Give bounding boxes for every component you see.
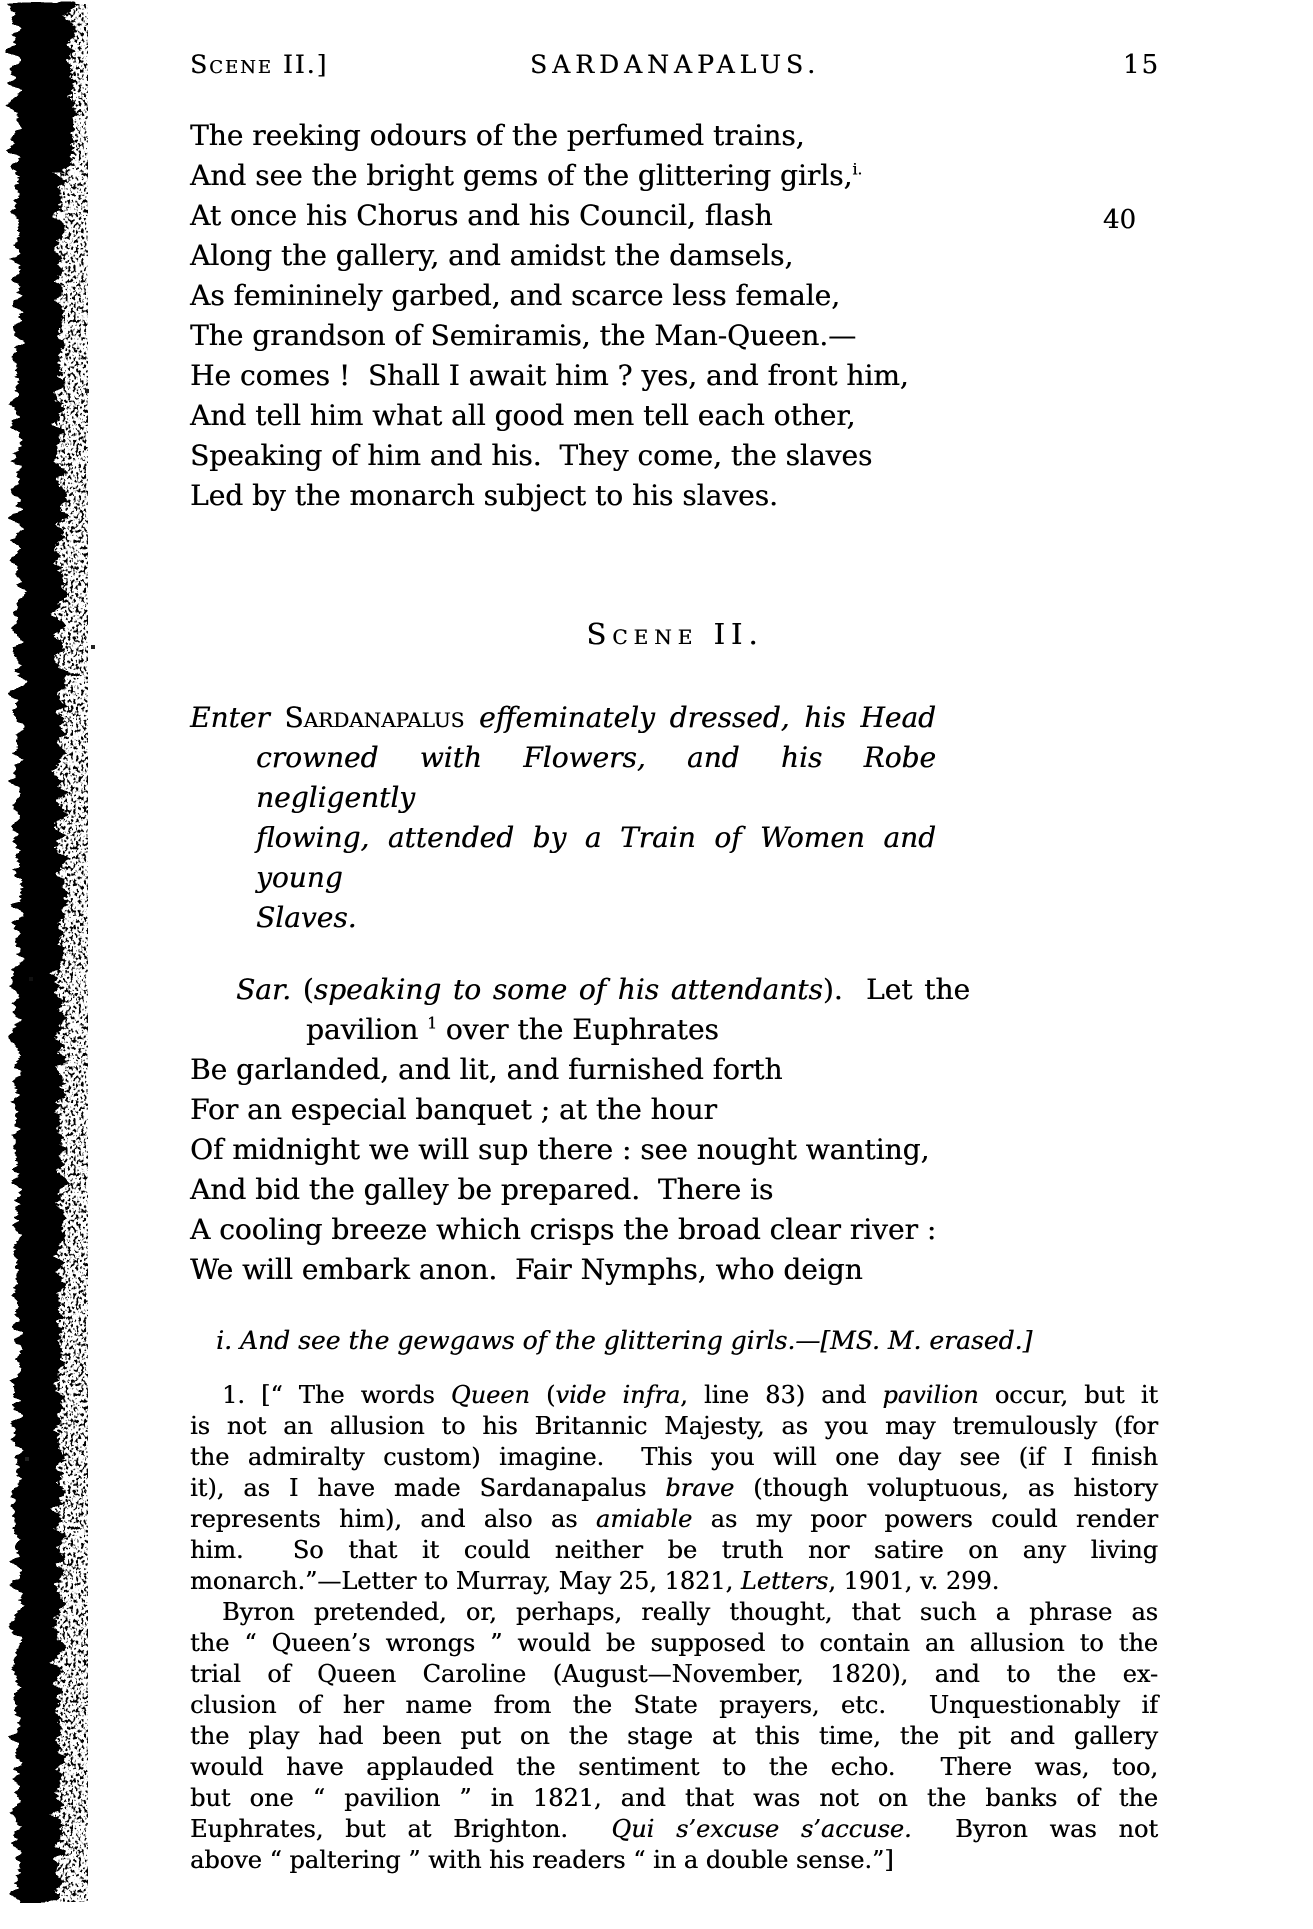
- text-segment: And see the bright gems of the glittering girls,: [190, 159, 853, 192]
- verse-line: [190, 156, 1160, 196]
- text-segment: , line 83) and: [680, 1381, 883, 1409]
- text-segment: occur, but it: [978, 1381, 1159, 1409]
- verse-line: [190, 476, 1160, 516]
- header-page-number: 15: [1122, 50, 1160, 80]
- footnote-line: [190, 1659, 1158, 1690]
- speech-line: [190, 970, 970, 1010]
- text-segment: flowing, attended by a Train of Women and young: [256, 821, 945, 894]
- text-segment: 1. [“ The words: [222, 1381, 451, 1409]
- stage-direction-line: [190, 818, 945, 898]
- speech-block: [190, 970, 1160, 1290]
- footnote-line: [190, 1783, 1158, 1814]
- text-segment: Enter: [190, 701, 285, 734]
- text-segment: speaking to some of his attendants: [313, 973, 823, 1006]
- text-segment: over the Euphrates: [436, 1013, 719, 1046]
- text-segment: vide infra: [555, 1381, 681, 1409]
- speech-line: [190, 1090, 1160, 1130]
- footnote-ref-superscript: i.: [852, 160, 863, 179]
- text-segment: The grandson of Semiramis, the Man-Queen.—: [190, 319, 857, 352]
- variant-note-line: [216, 1324, 1160, 1358]
- footnote-line: [190, 1845, 1158, 1876]
- text-segment: Be garlanded, and lit, and furnished forth: [190, 1053, 783, 1086]
- text-segment: the play had been put on the stage at this time, the pit and gallery: [190, 1722, 1158, 1750]
- text-segment: The reeking odours of the perfumed trains,: [190, 119, 805, 152]
- footnote-line: [190, 1566, 1158, 1597]
- speech-line: [190, 1010, 1160, 1050]
- footnote-line: [190, 1721, 1158, 1752]
- footnote-line: [190, 1380, 1158, 1411]
- text-segment: At once his Chorus and his Council, flash: [190, 199, 773, 232]
- footnote-line: [190, 1628, 1158, 1659]
- scan-gutter-shadow: [0, 0, 140, 1925]
- footnote-variant: [190, 1324, 1160, 1358]
- verse-line: [190, 356, 1160, 396]
- footnote-line: [190, 1473, 1158, 1504]
- text-segment: And tell him what all good men tell each other,: [190, 399, 856, 432]
- footnote-line: [190, 1597, 1158, 1628]
- text-segment: brave: [665, 1474, 735, 1502]
- text-segment: Euphrates, but at Brighton.: [190, 1815, 612, 1843]
- footnote-line: [190, 1442, 1158, 1473]
- text-segment: Letters: [740, 1567, 829, 1595]
- text-segment: pavilion: [306, 1013, 428, 1046]
- verse-line: [190, 396, 1160, 436]
- text-segment: Along the gallery, and amidst the damsels,: [190, 239, 794, 272]
- footnote-line: [190, 1814, 1158, 1845]
- text-segment: pavilion: [882, 1381, 979, 1409]
- speech-line: [190, 1210, 1160, 1250]
- page-content: [190, 0, 1160, 1876]
- header-scene-label: Scene II.]: [190, 50, 329, 79]
- verse-line: [190, 276, 1160, 316]
- speech-line: [190, 1170, 1160, 1210]
- text-segment: (: [291, 973, 314, 1006]
- verse-line: [190, 236, 1160, 276]
- text-segment: the admiralty custom) imagine. This you will one day see (if I finish: [190, 1443, 1158, 1471]
- text-segment: represents him), and also as: [190, 1505, 596, 1533]
- speech-line: [190, 1250, 1160, 1290]
- stage-direction-line: [190, 898, 936, 938]
- text-segment: monarch.”—Letter to Murray, May 25, 1821,: [190, 1567, 741, 1595]
- stage-direction-line: [190, 698, 936, 738]
- text-segment: Led by the monarch subject to his slaves.: [190, 479, 778, 512]
- verse-block: [190, 116, 1160, 516]
- text-segment: Byron was not: [911, 1815, 1158, 1843]
- text-segment: As femininely garbed, and scarce less female,: [190, 279, 841, 312]
- text-segment: above “ paltering ” with his readers “ in a double sense.”]: [190, 1846, 894, 1874]
- text-segment: Sar.: [236, 973, 292, 1006]
- footnote-line: [190, 1690, 1158, 1721]
- stage-direction-line: [190, 738, 945, 818]
- text-segment: Speaking of him and his. They come, the slaves: [190, 439, 873, 472]
- text-segment: him. So that it could neither be truth nor satire on any living: [190, 1536, 1158, 1564]
- text-segment: it), as I have made Sardanapalus: [190, 1474, 666, 1502]
- footnote-line: [190, 1752, 1158, 1783]
- text-segment: Queen: [450, 1381, 530, 1409]
- text-segment: ). Let the: [822, 973, 971, 1006]
- text-segment: amiable: [595, 1505, 693, 1533]
- header-title: SARDANAPALUS.: [529, 50, 821, 79]
- verse-line: [190, 316, 1160, 356]
- text-segment: the “ Queen’s wrongs ” would be supposed to contain an allusion to the: [190, 1629, 1158, 1657]
- text-segment: trial of Queen Caroline (August—November, 1820), and to the ex-: [190, 1660, 1158, 1688]
- scene-heading: Scene II.: [586, 617, 764, 651]
- text-segment: We will embark anon. Fair Nymphs, who deign: [190, 1253, 863, 1286]
- text-segment: Sardanapalus: [284, 701, 465, 734]
- text-segment: For an especial banquet ; at the hour: [190, 1093, 717, 1126]
- text-segment: , 1901, v. 299.: [828, 1567, 1000, 1595]
- verse-line: [190, 116, 1160, 156]
- running-header: [190, 50, 1160, 80]
- speech-line: [190, 1130, 1160, 1170]
- text-segment: as my poor powers could render: [692, 1505, 1159, 1533]
- verse-line: [190, 436, 1160, 476]
- footnote-line: [190, 1504, 1158, 1535]
- text-segment: is not an allusion to his Britannic Majesty, as you may tremulously (for: [190, 1412, 1158, 1440]
- footnote-ref-superscript: 1: [427, 1014, 437, 1033]
- text-segment: (: [529, 1381, 556, 1409]
- text-segment: Byron pretended, or, perhaps, really thought, that such a phrase as: [222, 1598, 1158, 1626]
- text-segment: crowned with Flowers, and his Robe negligently: [256, 741, 945, 814]
- footnote-1-para-2: [190, 1597, 1158, 1876]
- footnote-line: [190, 1411, 1158, 1442]
- gutter-noise-svg: [0, 0, 140, 1925]
- verse-line: [190, 196, 1160, 236]
- text-segment: Of midnight we will sup there : see nought wanting,: [190, 1133, 930, 1166]
- scan-speck-dots: [0, 0, 2, 2]
- footnote-1-para-1: [190, 1380, 1158, 1597]
- verse-line-number: 40: [1102, 205, 1136, 235]
- text-segment: i. And see the gewgaws of the glittering girls.—[MS. M. erased.]: [216, 1326, 1033, 1355]
- stage-direction: [190, 698, 945, 938]
- text-segment: (though voluptuous, as history: [734, 1474, 1158, 1502]
- text-segment: would have applauded the sentiment to the echo. There was, too,: [190, 1753, 1158, 1781]
- text-segment: clusion of her name from the State prayers, etc. Unquestionably if: [190, 1691, 1158, 1719]
- text-segment: effeminately dressed, his Head: [464, 701, 936, 734]
- text-segment: Qui s’excuse s’accuse.: [611, 1815, 912, 1843]
- text-segment: A cooling breeze which crisps the broad clear river :: [190, 1213, 937, 1246]
- text-segment: but one “ pavilion ” in 1821, and that was not on the banks of the: [190, 1784, 1158, 1812]
- footnote-line: [190, 1535, 1158, 1566]
- text-segment: He comes ! Shall I await him ? yes, and front him,: [190, 359, 909, 392]
- speech-line: [190, 1050, 1160, 1090]
- text-segment: And bid the galley be prepared. There is: [190, 1173, 774, 1206]
- text-segment: Slaves.: [256, 901, 357, 934]
